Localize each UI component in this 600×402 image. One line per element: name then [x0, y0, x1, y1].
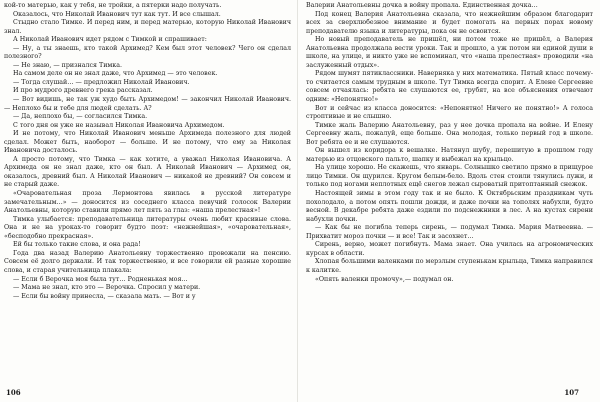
paragraph: — Да, неплохо бы, — согласился Тимка. [13, 113, 148, 121]
paragraph: — Ну, а ты знаешь, кто такой Архимед? Кем был этот человек? Чего он сделал полезного? [4, 44, 291, 61]
right-page [306, 2, 593, 400]
left-page [4, 2, 291, 400]
paragraph: Хлопая большими валенками по мерзлым ступенькам крыльца, Тимка направился к калитке. [306, 258, 593, 274]
right-page-text [306, 2, 593, 284]
paragraph: — Как бы не погибла теперь сирень, — подумал Тимка. Мария Матвеевна. — Прихватит мороз почки — и все! Так и засохнет… [306, 224, 593, 240]
paragraph: Валерии Анатольевны дочка в войну пропала. Единственная дочка… [306, 2, 538, 9]
paragraph: Ей бы только такие слова, и она рада! [13, 241, 141, 249]
paragraph: — Если б Верочка моя была тут… Родненькая моя… [13, 275, 188, 283]
left-page-text [4, 2, 291, 301]
paragraph: Сирень, верно, может погибнуть. Мама знает. Она училась на агрономических курсах в области. [306, 241, 593, 257]
paragraph: кой-то матерью, как у тебя, не тройки, а пятерки надо получать. [4, 2, 222, 9]
paragraph: — Если бы войну принесла, — сказала мать. — Вот и у [13, 292, 196, 300]
paragraph: — Тогда слушай… — предложил Николай Иванович. [13, 78, 190, 86]
page-number-left: 106 [6, 388, 21, 397]
paragraph: На улице хорошо. Не скажешь, что январь. Солнышко светило прямо в прищурое лицо Тимки. Он щурился. Кругом белым-бело. Вдоль стен стоили тянулись лужи, и только под ногами неплотных ещё снегов лежал сыроватый притоптанный снежок. [306, 164, 593, 189]
paragraph: А Николай Иванович идет рядом с Тимкой и спрашивает: [13, 36, 207, 44]
paragraph: Он вышел из коридора к вешалке. Натянул шубу, перешитую в прошлом году матерью из отцовского пальто, шапку и выбежал на крыльцо. [306, 147, 593, 163]
paragraph: Настоящей зимы в этом году так и не было. К Октябрьским праздникам чуть похолодало, а потом опять пошли дожди, и даже почки на тополях набухли, будто весной. В декабре ребята даже ездили по подснежники в лес. А на кустах сирени набухли почки. [306, 190, 593, 223]
paragraph: Года два назад Валерию Анатольевну торжественно провожали на пенсию. Совсем её долго держали. И так торжественно, и все говорили ей разные хорошие слова, и старая учительница плакала: [4, 249, 291, 274]
paragraph: — Не знаю, — признался Тимка. [13, 61, 122, 69]
paragraph: На самом деле он не знал даже, что Архимед — это человек. [13, 70, 218, 78]
paragraph: Стыдно стало Тимке. И перед ним, и перед матерью, которую Николай Иванович знал. [4, 19, 291, 35]
page-gutter [297, 0, 298, 402]
paragraph: С того дня он уже не называл Николая Ивановича Архимедом. [13, 121, 225, 129]
paragraph: А просто потому, что Тимка — как хотите, а уважал Николая Ивановича. А Архимеда он не знал даже, кто он был. А Николай Иванович — Архимед он, оказалось, древний был. А Николай Иванович — никакой не древний? Он совсем и не старый даже. [4, 155, 291, 189]
paragraph: Под конец Валерия Анатольевна сказала, что нежнейшим образом благодарит всех за сверхлюбезное внимание и будет помогать на первых порах новому преподавателю языка и литературы, пока он не освоится. [306, 10, 593, 35]
paragraph: «Очаровательная проза Лермонтова явилась в русской литературе замечательным…» — доносится из соседнего класса певучий голосок Валерии Анатольевны, которую ставили прямо лет пять за глаз: «наша прелестная»! [4, 190, 291, 215]
paragraph: Тимка улыбается: преподавательница литературы очень любит красивые слова. Она и не на уроках-то говорит будто поэт: «нежнейшая», «очаровательная», «бесподобно прекрасная». [4, 215, 291, 240]
paragraph: Тимке жаль Валерию Анатольевну, раз у нее дочка пропала на войне. И Елену Сергеевну жаль, пожалуй, еще больше. Она молодая, только первый год в школе. Вот ребята ее и не слушаются. [306, 121, 593, 146]
paragraph: Оказалось, что Николай Иванович тут как тут. И все слышал. [13, 10, 221, 18]
paragraph: Но новый преподаватель не пришёл, ни потом тоже не пришёл, а Валерия Анатольевна продолжала вести уроки. Так и прошло, а уж потом ни единой души в школе, на улице, и никто уже не вспоминал, что «наша прелестная» проводили «на заслуженный отдых». [306, 36, 593, 69]
paragraph: И не потому, что Николай Иванович меньше Архимеда полезного для людей сделал. Может быть, наоборот — больше. И не потому, что ему за Николая Ивановича досталось. [4, 130, 291, 155]
page-number-right: 107 [564, 388, 579, 397]
paragraph: — Мама не знал, кто это — Верочка. Спросил у матери. [13, 284, 201, 292]
paragraph: Рядом шумят пятиклассники. Наверняка у них математика. Пятый класс почему-то считается самым трудным в школе. Тут Тимка всегда спорит. А Елене Сергеевне совсем отчаялась: ребята не слушаются ее, грубят, на все объяснения отвечают одним: «Непонятно!» [306, 70, 593, 104]
paragraph: — Вот видишь, не так уж худо быть Архимедом! — закончил Николай Иванович. — Неплохо бы и тебе для людей сделать. А? [4, 96, 291, 112]
paragraph: «Опять валенки промочу»,— подумал он. [315, 275, 454, 283]
paragraph: И про мудрого древнего грека рассказал. [13, 87, 153, 95]
paragraph: Вот и сейчас из класса доносится: «Непонятно! Ничего не понятно!» А голоса строптивые и не слышно. [306, 104, 593, 121]
